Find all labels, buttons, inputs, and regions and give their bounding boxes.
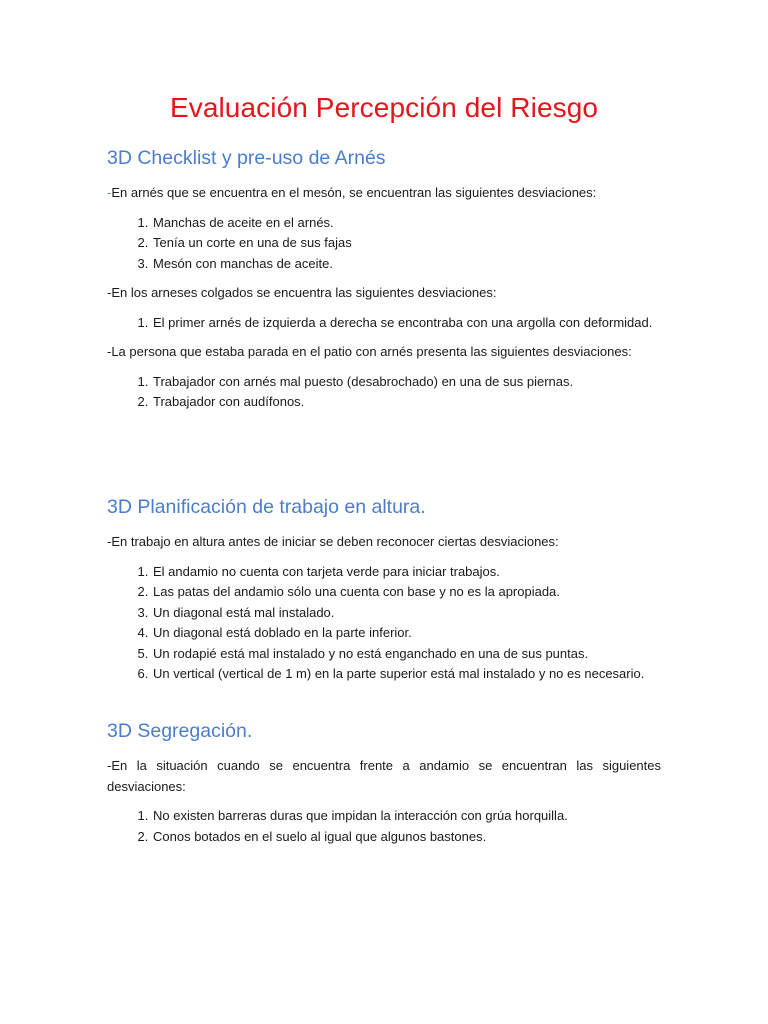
section-intro: -En la situación cuando se encuentra frente a andamio se encuentran las siguientes desviaciones: <box>107 758 661 794</box>
list-item: 3. Mesón con manchas de aceite. <box>152 254 661 275</box>
section-intro <box>107 183 661 204</box>
list-item: 5. Un rodapié está mal instalado y no está enganchado en una de sus puntas. <box>152 644 661 665</box>
list-item: 1. No existen barreras duras que impidan la interacción con grúa horquilla. <box>152 806 661 827</box>
document-title: Evaluación Percepción del Riesgo <box>169 92 599 123</box>
section-intro: -En trabajo en altura antes de iniciar se deben reconocer ciertas desviaciones: <box>107 534 559 549</box>
list-item: 1. El primer arnés de izquierda a derecha se encontraba con una argolla con deformidad. <box>152 313 661 334</box>
list-item: 1. Manchas de aceite en el arnés. <box>152 213 661 234</box>
list-item: 1. El andamio no cuenta con tarjeta verde para iniciar trabajos. <box>152 562 661 583</box>
list-item: 3. Un diagonal está mal instalado. <box>152 603 661 624</box>
section-segregacion <box>107 719 661 847</box>
list-item: 2. Trabajador con audífonos. <box>152 392 661 413</box>
section-altura <box>107 495 661 685</box>
intro-dash: - <box>107 185 112 200</box>
section-heading: 3D Planificación de trabajo en altura. <box>107 496 426 518</box>
section-arnes <box>107 146 661 413</box>
section-intro: -La persona que estaba parada en el patio con arnés presenta las siguientes desviaciones: <box>107 344 632 359</box>
section-heading: 3D Checklist y pre-uso de Arnés <box>107 147 386 169</box>
list-item: 6. Un vertical (vertical de 1 m) en la parte superior está mal instalado y no es necesario. <box>152 664 661 685</box>
deviation-list <box>107 562 661 685</box>
list-item: 2. Las patas del andamio sólo una cuenta con base y no es la apropiada. <box>152 582 661 603</box>
section-intro: -En los arneses colgados se encuentra las siguientes desviaciones: <box>107 285 497 300</box>
intro-text: En arnés que se encuentra en el mesón, se encuentran las siguientes desviaciones: <box>111 185 597 200</box>
list-item: 4. Un diagonal está doblado en la parte inferior. <box>152 623 661 644</box>
deviation-list <box>107 313 661 334</box>
list-item: 2. Tenía un corte en una de sus fajas <box>152 233 661 254</box>
section-heading: 3D Segregación. <box>107 720 253 742</box>
deviation-list <box>107 213 661 275</box>
deviation-list <box>107 372 661 413</box>
list-item: 1. Trabajador con arnés mal puesto (desabrochado) en una de sus piernas. <box>152 372 661 393</box>
list-item: 2. Conos botados en el suelo al igual que algunos bastones. <box>152 827 661 848</box>
deviation-list <box>107 806 661 847</box>
